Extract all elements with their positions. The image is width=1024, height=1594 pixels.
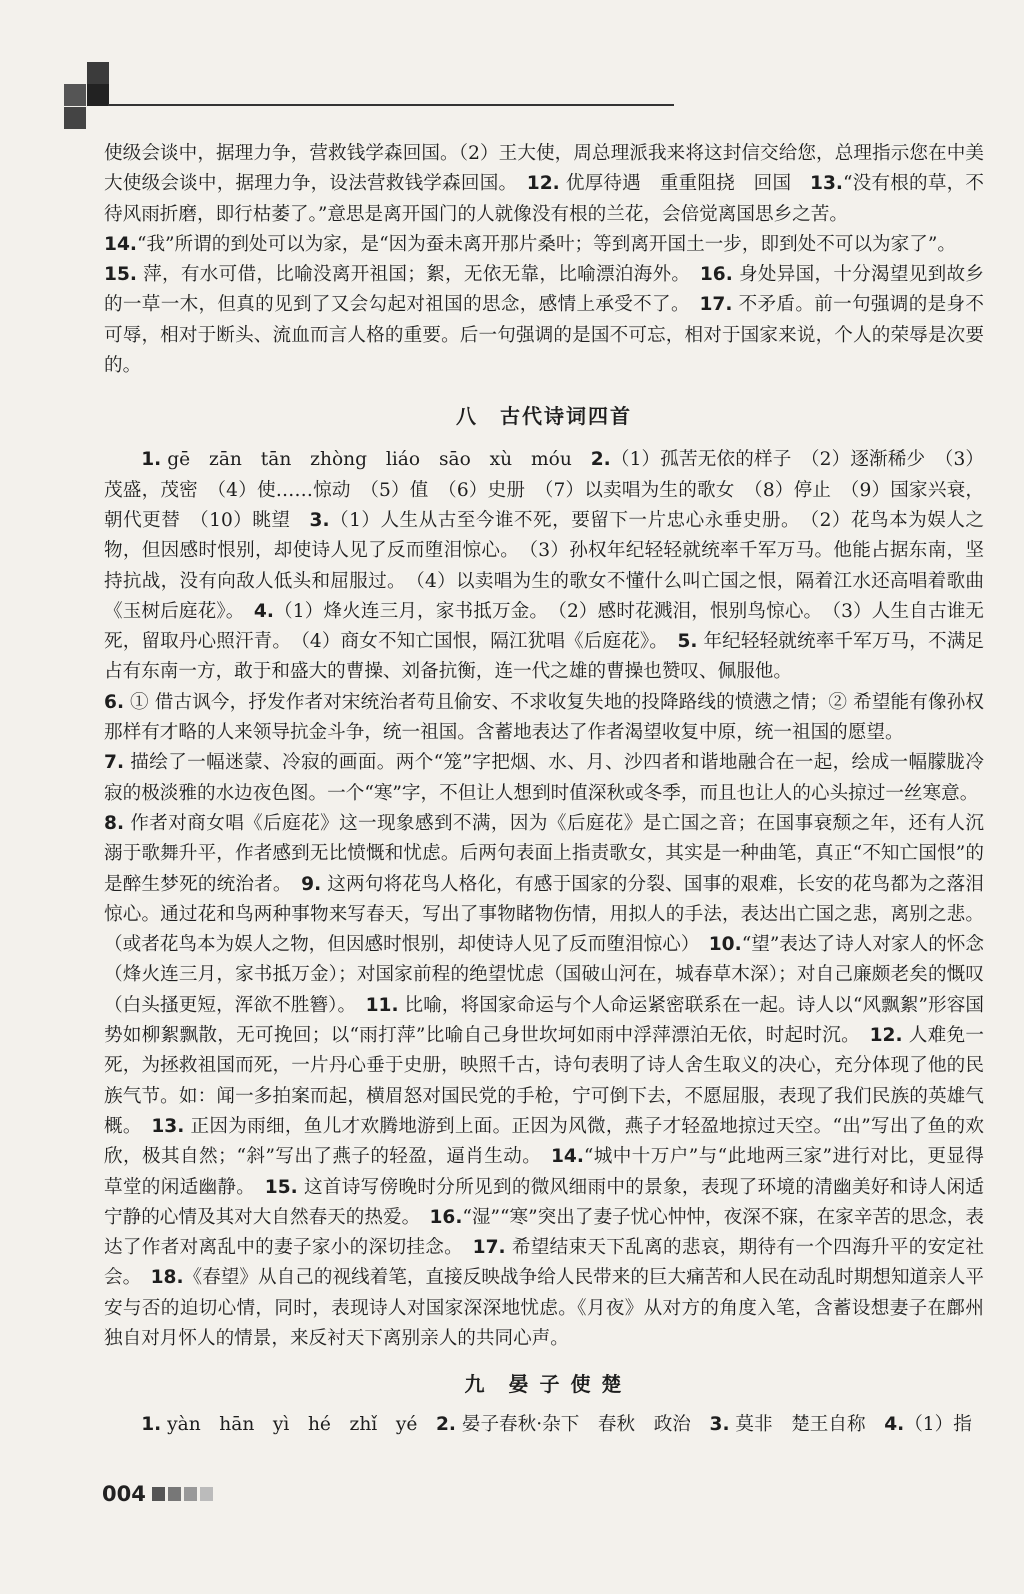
section-8-answers: [104, 445, 984, 1354]
answers-continued: [104, 139, 984, 381]
answer-paragraph: 8. 作者对商女唱《后庭花》这一现象感到不满，因为《后庭花》是亡国之音；在国事衰颓之年，还有人沉溺于歌舞升平，作者感到无比愤慨和忧虑。后两句表面上指责歌女，其实是一种曲笔，真正“不知亡国恨”的是醉生梦死的统治者。 9. 这两句将花鸟人格化，有感于国家的分裂、国事的艰难，长安的花鸟都为之落泪惊心。通过花和鸟两种事物来写春天，写出了事物睹物伤情，用拟人的手法，表达出亡国之悲，离别之悲。（或者花鸟本为娱人之物，但因感时恨别，却使诗人见了反而堕泪惊心） 10.“望”表达了诗人对家人的怀念（烽火连三月，家书抵万金）；对国家前程的绝望忧虑（国破山河在，城春草木深）；对自己廉颇老矣的慨叹（白头搔更短，浑欲不胜簪）。 11. 比喻，将国家命运与个人命运紧密联系在一起。诗人以“风飘絮”形容国势如柳絮飘散，无可挽回；以“雨打萍”比喻自己身世坎坷如雨中浮萍漂泊无依，时起时沉。 12. 人难免一死，为拯救祖国而死，一片丹心垂于史册，映照千古，诗句表明了诗人舍生取义的决心，充分体现了他的民族气节。如：闻一多拍案而起，横眉怒对国民党的手枪，宁可倒下去，不愿屈服，表现了我们民族的英雄气概。 13. 正因为雨细，鱼儿才欢腾地游到上面。正因为风微，燕子才轻盈地掠过天空。“出”写出了鱼的欢欣，极其自然；“斜”写出了燕子的轻盈，逼肖生动。 14.“城中十万户”与“此地两三家”进行对比，更显得草堂的闲适幽静。 15. 这首诗写傍晚时分所见到的微风细雨中的景象，表现了环境的清幽美好和诗人闲适宁静的心情及其对大自然春天的热爱。 16.“湿”“寒”突出了妻子忧心忡忡，夜深不寐，在家辛苦的思念，表达了作者对离乱中的妻子家小的深切挂念。 17. 希望结束天下乱离的悲哀，期待有一个四海升平的安定社会。 18.《春望》从自己的视线着笔，直接反映战争给人民带来的巨大痛苦和人民在动乱时期想知道亲人平安与否的迫切心情，同时，表现诗人对国家深深地忧虑。《月夜》从对方的角度入笔，含蓄设想妻子在鄜州独自对月怀人的情景，来反衬天下离别亲人的共同心声。: [104, 812, 984, 1349]
corner-block-bottom: [64, 107, 86, 129]
page-content: [104, 139, 984, 1441]
answer-paragraph: 15. 萍，有水可借，比喻没离开祖国；絮，无依无靠，比喻漂泊海外。 16. 身处异国，十分渴望见到故乡的一草一木，但真的见到了又会勾起对祖国的思念，感情上承受不了。 17. 不矛盾。前一句强调的是身不可辱，相对于断头、流血而言人格的重要。后一句强调的是国不可忘，相对于国家来说，个人的荣辱是次要的。: [104, 264, 984, 377]
answer-paragraph: 1. yàn hān yì hé zhǐ yé 2. 晏子春秋·杂下 春秋 政治 3. 莫非 楚王自称 4.（1）指: [141, 1414, 972, 1436]
answer-paragraph: 使级会谈中，据理力争，营救钱学森回国。（2）王大使，周总理派我来将这封信交给您，总理指示您在中美大使级会谈中，据理力争，设法营救钱学森回国。 12. 优厚待遇 重重阻挠 回国 13.“没有根的草，不待风雨折磨，即行枯萎了。”意思是离开国门的人就像没有根的兰花，会倍觉离国思乡之苦。: [104, 143, 984, 225]
corner-block-top: [87, 62, 109, 84]
section-title: 八 古代诗词四首: [456, 404, 632, 429]
corner-block-left: [64, 84, 86, 106]
header-rule: [108, 104, 674, 106]
answer-paragraph: 1. gē zān tān zhòng liáo sāo xù móu 2.（1）孤苦无依的样子 （2）逐渐稀少 （3）茂盛，茂密 （4）使……惊动 （5）值 （6）史册 （7）以卖唱为生的歌女 （8）停止 （9）国家兴衰，朝代更替 （10）眺望 3.（1）人生从古至今谁不死，要留下一片忠心永垂史册。 （2）花鸟本为娱人之物，但因感时恨别，却使诗人见了反而堕泪惊心。 （3）孙权年纪轻轻就统率千军万马。他能占据东南，坚持抗战，没有向敌人低头和屈服过。 （4）以卖唱为生的歌女不懂什么叫亡国之恨，隔着江水还高唱着歌曲《玉树后庭花》。 4.（1）烽火连三月，家书抵万金。 （2）感时花溅泪，恨别鸟惊心。 （3）人生自古谁无死，留取丹心照汗青。 （4）商女不知亡国恨，隔江犹唱《后庭花》。 5. 年纪轻轻就统率千军万马，不满足占有东南一方，敢于和盛大的曹操、刘备抗衡，连一代之雄的曹操也赞叹、佩服他。: [104, 449, 985, 683]
section-9-answers: [104, 1410, 984, 1440]
corner-block-mid: [87, 84, 109, 106]
section-title: 九 晏 子 使 楚: [464, 1372, 624, 1397]
answer-paragraph: 6. ① 借古讽今，抒发作者对宋统治者苟且偷安、不求收复失地的投降路线的愤懑之情；② 希望能有像孙权那样有才略的人来领导抗金斗争，统一祖国。含蓄地表达了作者渴望收复中原，统一祖国的愿望。: [104, 691, 984, 744]
answer-paragraph: 14.“我”所谓的到处可以为家，是“因为蚕未离开那片桑叶；等到离开国土一步，即到处不可以为家了”。: [104, 233, 956, 255]
page-number-decoration: [152, 1487, 216, 1506]
answer-paragraph: 7. 描绘了一幅迷蒙、冷寂的画面。两个“笼”字把烟、水、月、沙四者和谐地融合在一起，绘成一幅朦胧冷寂的极淡雅的水边夜色图。一个“寒”字，不但让人想到时值深秋或冬季，而且也让人的心头掠过一丝寒意。: [104, 752, 984, 804]
page-number: 004: [102, 1482, 146, 1506]
